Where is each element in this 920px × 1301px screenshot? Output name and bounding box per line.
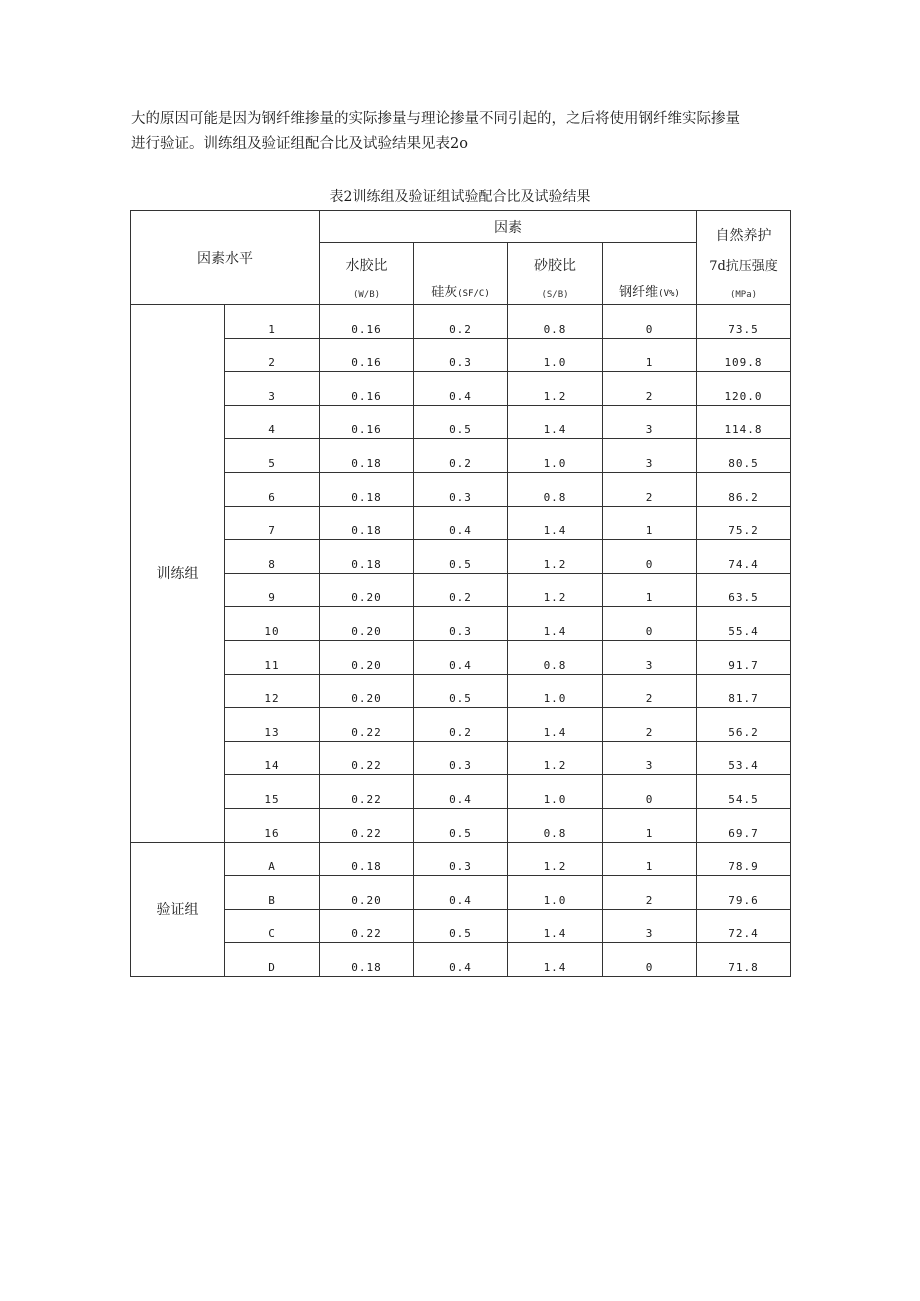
cell-id: 5 [225, 439, 320, 473]
cell-wb: 0.20 [320, 674, 414, 708]
cell-sb: 1.0 [508, 775, 603, 809]
table-row [131, 338, 791, 372]
cell-wb: 0.20 [320, 607, 414, 641]
cell-sf: 0.4 [414, 640, 508, 674]
cell-wb: 0.16 [320, 305, 414, 339]
header-fiber-label: 钢纤维 [619, 285, 659, 300]
cell-id: 2 [225, 338, 320, 372]
table-row [131, 674, 791, 708]
cell-strength: 53.4 [697, 741, 791, 775]
cell-fiber: 2 [603, 674, 697, 708]
cell-strength: 54.5 [697, 775, 791, 809]
cell-wb: 0.20 [320, 640, 414, 674]
cell-strength: 114.8 [697, 405, 791, 439]
results-table [130, 210, 791, 977]
table-row [131, 775, 791, 809]
cell-strength: 86.2 [697, 472, 791, 506]
header-strength [697, 211, 791, 305]
cell-id: 12 [225, 674, 320, 708]
cell-sb: 0.8 [508, 808, 603, 842]
cell-sf: 0.4 [414, 943, 508, 977]
cell-wb: 0.18 [320, 842, 414, 876]
cell-wb: 0.18 [320, 439, 414, 473]
cell-strength: 81.7 [697, 674, 791, 708]
table-row [131, 943, 791, 977]
header-strength-unit: (MPa) [729, 290, 758, 300]
table-caption: 表2训练组及验证组试验配合比及试验结果 [329, 189, 591, 205]
cell-wb: 0.20 [320, 573, 414, 607]
table-row [131, 472, 791, 506]
cell-id: 11 [225, 640, 320, 674]
cell-sf: 0.2 [414, 708, 508, 742]
cell-fiber: 2 [603, 372, 697, 406]
cell-sf: 0.4 [414, 775, 508, 809]
cell-id: B [225, 876, 320, 910]
cell-id: 7 [225, 506, 320, 540]
cell-fiber: 0 [603, 305, 697, 339]
table-row [131, 640, 791, 674]
cell-strength: 69.7 [697, 808, 791, 842]
cell-strength: 71.8 [697, 943, 791, 977]
cell-sb: 1.4 [508, 506, 603, 540]
cell-sf: 0.2 [414, 573, 508, 607]
table-row [131, 405, 791, 439]
header-wb [320, 243, 414, 305]
cell-sf: 0.3 [414, 338, 508, 372]
cell-fiber: 1 [603, 808, 697, 842]
cell-strength: 80.5 [697, 439, 791, 473]
cell-sf: 0.3 [414, 842, 508, 876]
cell-sb: 1.0 [508, 876, 603, 910]
cell-wb: 0.22 [320, 909, 414, 943]
validation-group-label: 验证组 [131, 842, 225, 976]
cell-sf: 0.3 [414, 741, 508, 775]
cell-sb: 1.4 [508, 607, 603, 641]
cell-id: 13 [225, 708, 320, 742]
cell-wb: 0.22 [320, 708, 414, 742]
cell-sb: 1.0 [508, 439, 603, 473]
cell-sf: 0.2 [414, 305, 508, 339]
cell-sb: 1.2 [508, 573, 603, 607]
cell-sf: 0.5 [414, 405, 508, 439]
cell-id: 16 [225, 808, 320, 842]
cell-strength: 78.9 [697, 842, 791, 876]
cell-id: 9 [225, 573, 320, 607]
header-factor-level: 因素水平 [131, 211, 320, 305]
cell-fiber: 3 [603, 909, 697, 943]
cell-sf: 0.2 [414, 439, 508, 473]
table-row [131, 842, 791, 876]
cell-strength: 109.8 [697, 338, 791, 372]
header-sb-label: 砂胶比 [534, 258, 576, 274]
cell-strength: 55.4 [697, 607, 791, 641]
table-row [131, 305, 791, 339]
cell-fiber: 0 [603, 607, 697, 641]
cell-strength: 72.4 [697, 909, 791, 943]
cell-sb: 0.8 [508, 472, 603, 506]
cell-fiber: 2 [603, 708, 697, 742]
cell-fiber: 3 [603, 741, 697, 775]
cell-wb: 0.18 [320, 506, 414, 540]
table-row [131, 506, 791, 540]
cell-sf: 0.4 [414, 506, 508, 540]
cell-strength: 74.4 [697, 540, 791, 574]
cell-id: 8 [225, 540, 320, 574]
cell-strength: 120.0 [697, 372, 791, 406]
cell-wb: 0.16 [320, 338, 414, 372]
cell-fiber: 1 [603, 338, 697, 372]
cell-id: C [225, 909, 320, 943]
cell-sb: 0.8 [508, 305, 603, 339]
cell-sf: 0.5 [414, 540, 508, 574]
training-group-label: 训练组 [131, 305, 225, 843]
header-fiber-unit: (V%) [658, 289, 680, 299]
cell-sf: 0.5 [414, 909, 508, 943]
header-sf-label: 硅灰 [431, 285, 458, 300]
cell-sb: 1.4 [508, 405, 603, 439]
cell-fiber: 1 [603, 506, 697, 540]
table-row [131, 708, 791, 742]
cell-id: 3 [225, 372, 320, 406]
cell-strength: 79.6 [697, 876, 791, 910]
header-wb-label: 水胶比 [345, 258, 388, 274]
cell-sf: 0.4 [414, 372, 508, 406]
cell-id: 6 [225, 472, 320, 506]
header-sf-unit: (SF/C) [457, 289, 490, 299]
header-strength-line1: 自然养护 [715, 228, 772, 244]
cell-strength: 63.5 [697, 573, 791, 607]
table-row [131, 876, 791, 910]
cell-id: 1 [225, 305, 320, 339]
cell-sb: 1.4 [508, 909, 603, 943]
cell-sb: 1.2 [508, 540, 603, 574]
cell-id: A [225, 842, 320, 876]
table-row [131, 540, 791, 574]
cell-sb: 1.4 [508, 943, 603, 977]
cell-wb: 0.20 [320, 876, 414, 910]
cell-sb: 1.0 [508, 674, 603, 708]
cell-id: D [225, 943, 320, 977]
cell-sb: 1.2 [508, 372, 603, 406]
table-row [131, 372, 791, 406]
cell-wb: 0.18 [320, 540, 414, 574]
cell-id: 10 [225, 607, 320, 641]
table-row [131, 741, 791, 775]
cell-fiber: 2 [603, 876, 697, 910]
cell-wb: 0.22 [320, 808, 414, 842]
cell-sf: 0.3 [414, 607, 508, 641]
table-row [131, 808, 791, 842]
cell-id: 14 [225, 741, 320, 775]
cell-id: 15 [225, 775, 320, 809]
cell-fiber: 3 [603, 640, 697, 674]
cell-sb: 1.2 [508, 842, 603, 876]
header-sb-unit: (S/B) [541, 290, 569, 300]
cell-fiber: 0 [603, 540, 697, 574]
cell-fiber: 3 [603, 405, 697, 439]
body-paragraph [131, 107, 791, 157]
cell-wb: 0.22 [320, 775, 414, 809]
cell-strength: 73.5 [697, 305, 791, 339]
cell-fiber: 0 [603, 775, 697, 809]
cell-wb: 0.18 [320, 472, 414, 506]
table-row [131, 439, 791, 473]
cell-wb: 0.22 [320, 741, 414, 775]
cell-sb: 1.0 [508, 338, 603, 372]
table-row [131, 573, 791, 607]
table-row [131, 909, 791, 943]
cell-strength: 75.2 [697, 506, 791, 540]
header-fiber [603, 243, 697, 305]
header-factors: 因素 [320, 211, 697, 243]
cell-sf: 0.5 [414, 808, 508, 842]
cell-wb: 0.16 [320, 372, 414, 406]
cell-id: 4 [225, 405, 320, 439]
table-row [131, 607, 791, 641]
header-sf [414, 243, 508, 305]
cell-fiber: 2 [603, 472, 697, 506]
cell-wb: 0.16 [320, 405, 414, 439]
cell-sb: 0.8 [508, 640, 603, 674]
cell-strength: 91.7 [697, 640, 791, 674]
cell-strength: 56.2 [697, 708, 791, 742]
header-strength-line2: 7d抗压强度 [709, 259, 778, 274]
paragraph-line-1: 大的原因可能是因为钢纤维掺量的实际掺量与理论掺量不同引起的，之后将使用钢纤维实际掺量 [131, 111, 740, 127]
paragraph-line-2: 进行验证。训练组及验证组配合比及试验结果见表2o [131, 136, 468, 152]
cell-sf: 0.3 [414, 472, 508, 506]
cell-sf: 0.4 [414, 876, 508, 910]
cell-sf: 0.5 [414, 674, 508, 708]
cell-fiber: 1 [603, 573, 697, 607]
cell-sb: 1.4 [508, 708, 603, 742]
table-body [131, 305, 791, 977]
cell-fiber: 1 [603, 842, 697, 876]
cell-fiber: 3 [603, 439, 697, 473]
header-wb-unit: (W/B) [352, 290, 381, 300]
header-sb [508, 243, 603, 305]
cell-sb: 1.2 [508, 741, 603, 775]
cell-fiber: 0 [603, 943, 697, 977]
cell-wb: 0.18 [320, 943, 414, 977]
